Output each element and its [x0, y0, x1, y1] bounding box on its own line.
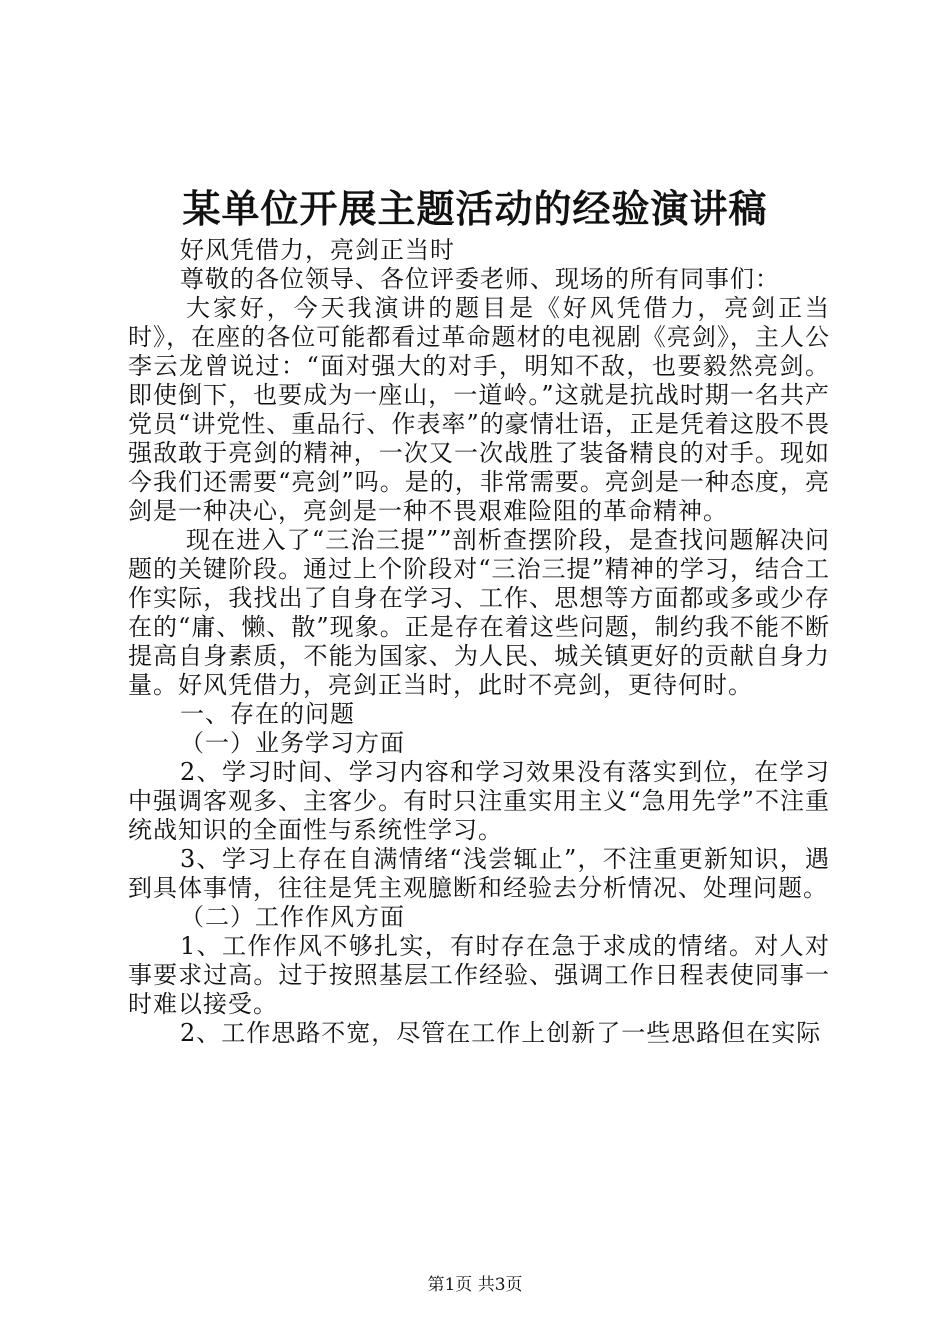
paragraph-stage: 现在进入了“三治三提””剖析查摆阶段，是查找问题解决问题的关键阶段。通过上个阶段对“三治三提”精神的学习，结合工作实际，我找出了自身在学习、工作、思想等方面都或多或少存在的“庸、懒、散”现象。正是存在着这些问题，制约我不能不断提高自身素质，不能为国家、为人民、城关镇更好的贡献自身力量。好风凭借力，亮剑正当时，此时不亮剑，更待何时。	[128, 526, 830, 699]
subheading-work-style: （二）工作作风方面	[180, 903, 405, 931]
document-body	[128, 236, 830, 1048]
paragraph-item: 2、学习时间、学习内容和学习效果没有落实到位，在学习中强调客观多、主客少。有时只注重实用主义“急用先学”不注重统战知识的全面性与系统性学习。	[128, 758, 830, 844]
paragraph-subtitle: 好风凭借力，亮剑正当时	[180, 236, 455, 264]
paragraph-intro: 大家好，今天我演讲的题目是《好风凭借力，亮剑正当时》，在座的各位可能都看过革命题材的电视剧《亮剑》，主人公李云龙曾说过：“面对强大的对手，明知不敌，也要毅然亮剑。即使倒下，也要成为一座山，一道岭。”这就是抗战时期一名共产党员“讲党性、重品行、作表率”的豪情壮语，正是凭着这股不畏强敌敢于亮剑的精神，一次又一次战胜了装备精良的对手。现如今我们还需要“亮剑”吗。是的，非常需要。亮剑是一种态度，亮剑是一种决心，亮剑是一种不畏艰难险阻的革命精神。	[128, 294, 830, 525]
section-heading-problems: 一、存在的问题	[180, 700, 355, 728]
page-title: 某单位开展主题活动的经验演讲稿	[182, 186, 768, 231]
paragraph-item: 3、学习上存在自满情绪“浅尝辄止”，不注重更新知识，遇到具体事情，往往是凭主观臆断和经验去分析情况、处理问题。	[128, 845, 830, 902]
page-number-footer: 第1页 共3页	[427, 1275, 523, 1295]
paragraph-salutation: 尊敬的各位领导、各位评委老师、现场的所有同事们：	[180, 265, 780, 293]
subheading-study: （一）业务学习方面	[180, 729, 405, 757]
paragraph-item: 1、工作作风不够扎实，有时存在急于求成的情绪。对人对事要求过高。过于按照基层工作经验、强调工作日程表使同事一时难以接受。	[128, 932, 830, 1018]
paragraph-item: 2、工作思路不宽，尽管在工作上创新了一些思路但在实际	[180, 1019, 822, 1047]
